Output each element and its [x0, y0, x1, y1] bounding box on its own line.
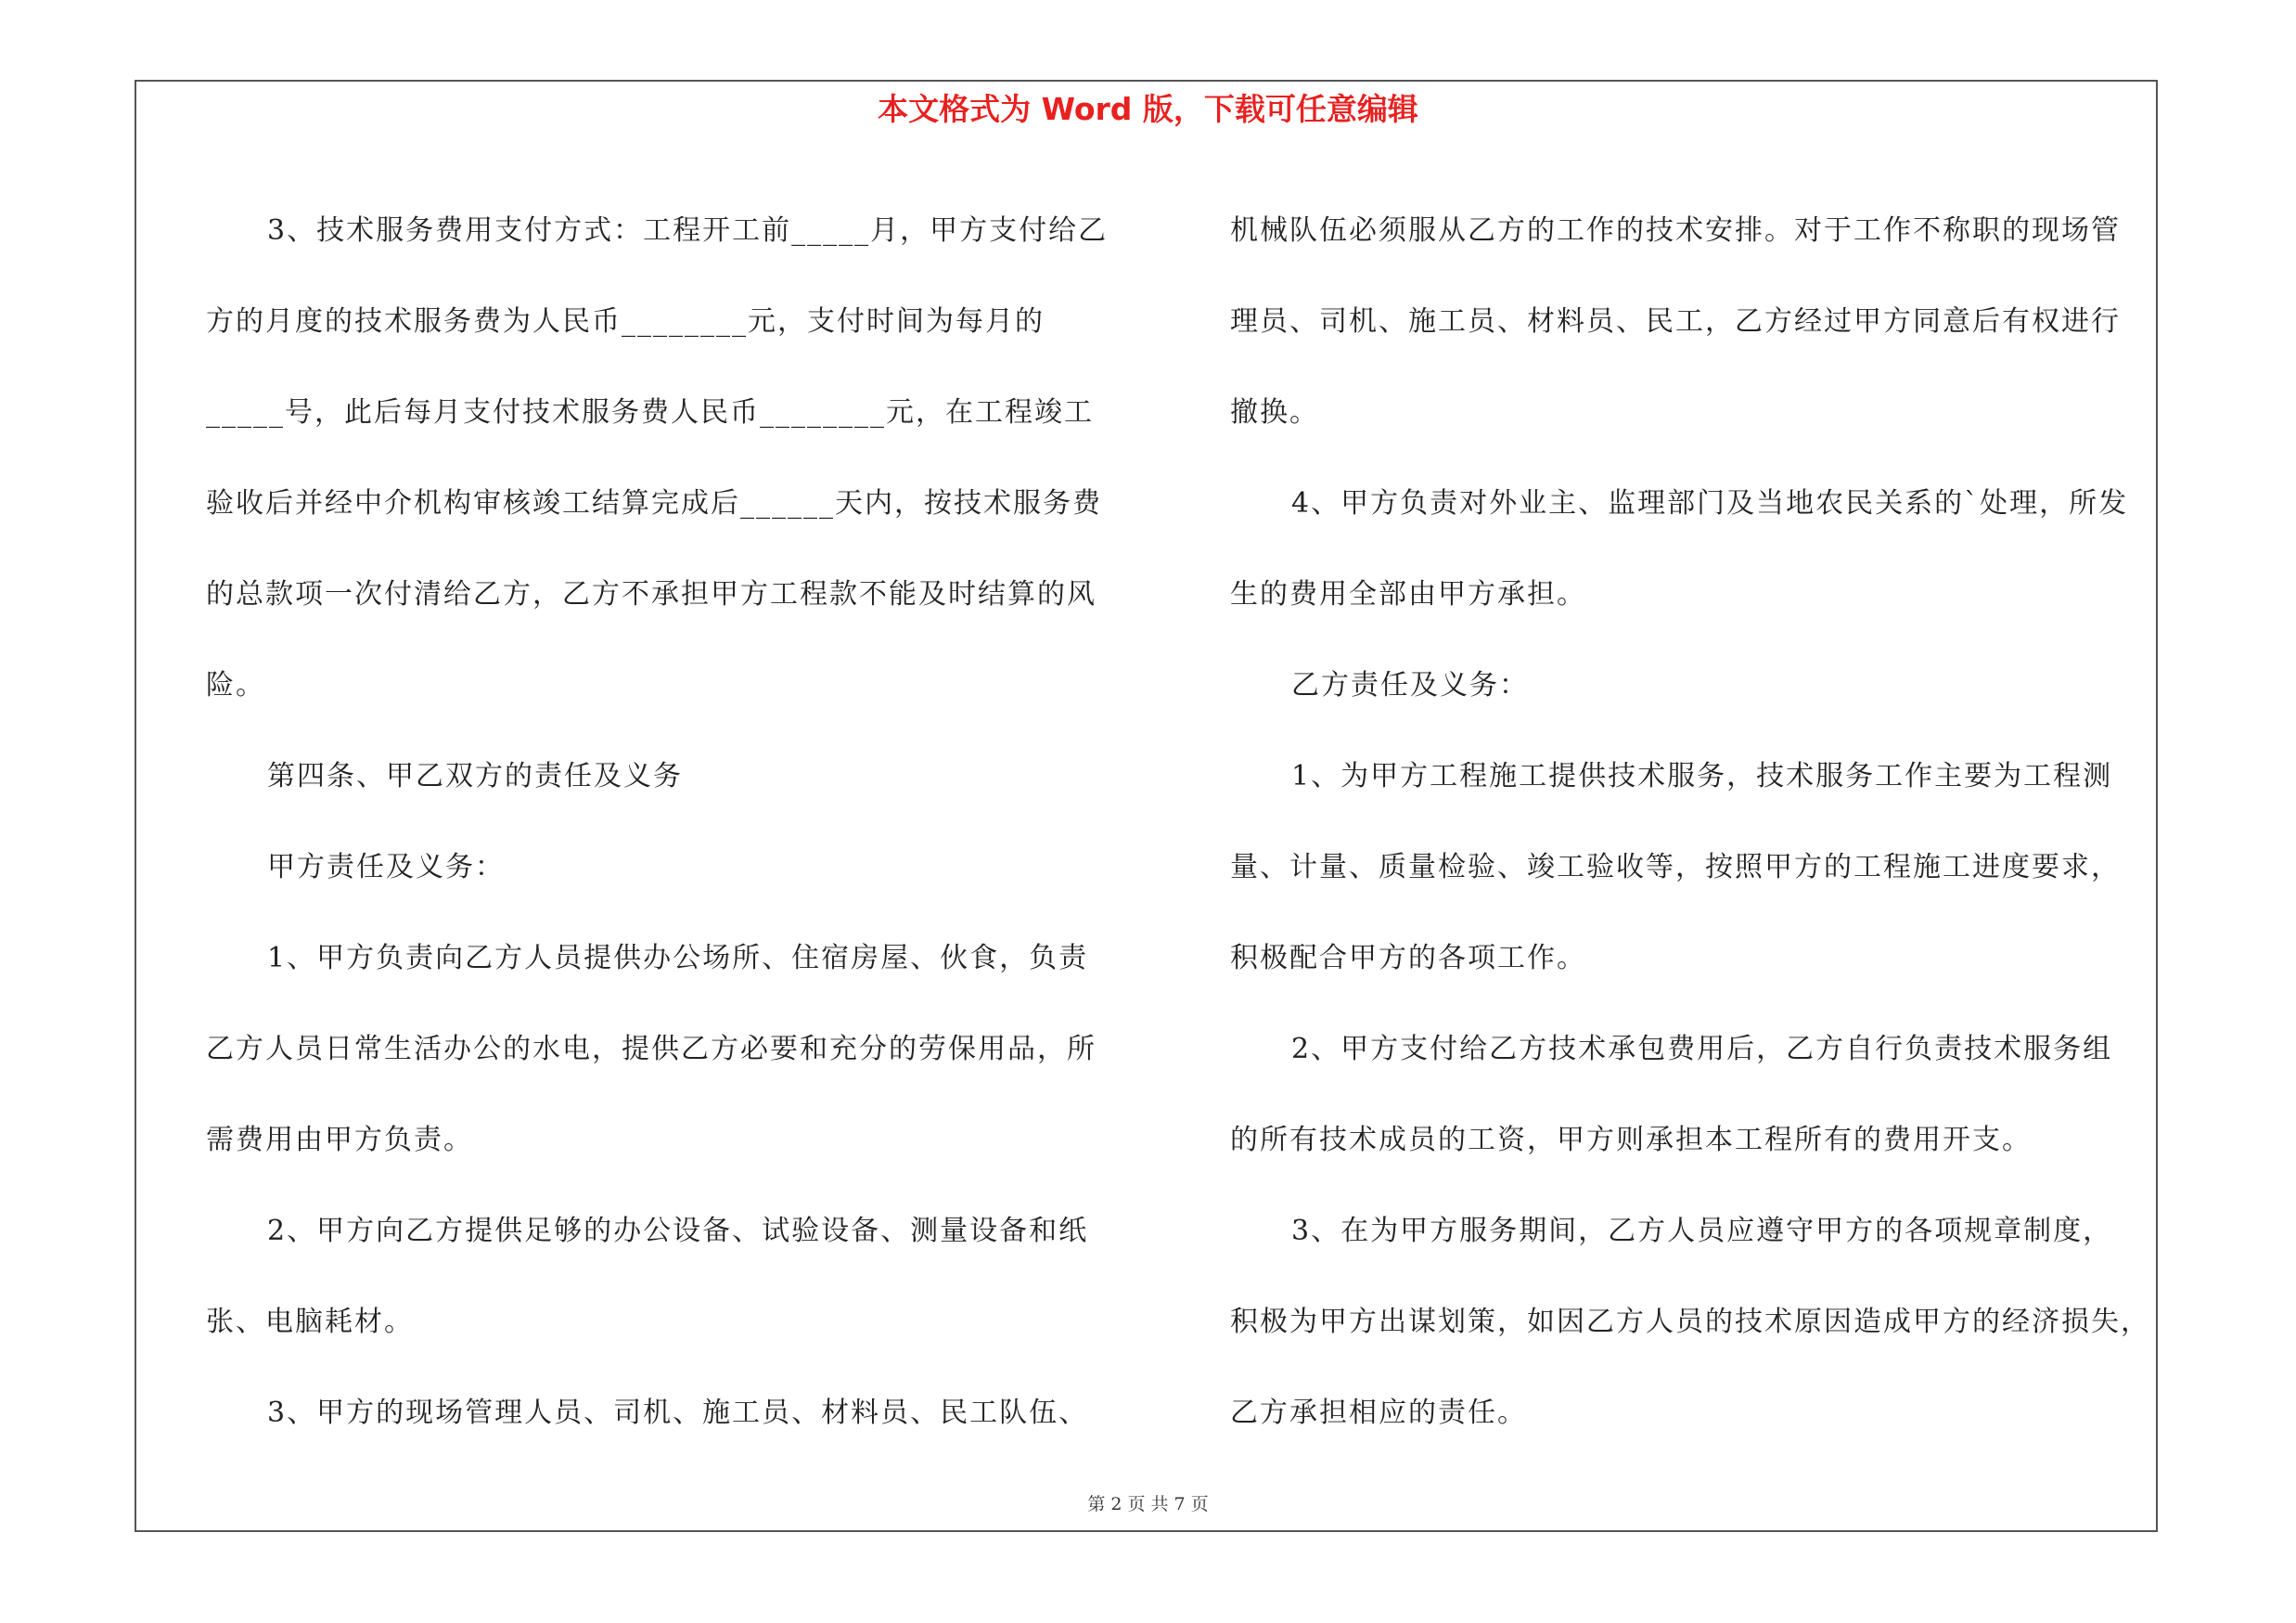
text-line: 乙方人员日常生活办公的水电，提供乙方必要和充分的劳保用品，所	[206, 1033, 1097, 1065]
text-line: 乙方承担相应的责任。	[1230, 1397, 1527, 1429]
text-line: 的总款项一次付清给乙方，乙方不承担甲方工程款不能及时结算的风	[206, 578, 1097, 611]
text-line: 的所有技术成员的工资，甲方则承担本工程所有的费用开支。	[1230, 1124, 2032, 1156]
text-line: 乙方责任及义务：	[1291, 669, 1529, 702]
text-line: 需费用由甲方负责。	[206, 1124, 473, 1156]
text-line: _____号，此后每月支付技术服务费人民币________元，在工程竣工	[206, 396, 1094, 429]
text-line: 积极为甲方出谋划策，如因乙方人员的技术原因造成甲方的经济损失，	[1230, 1306, 2150, 1338]
text-line: 3、在为甲方服务期间，乙方人员应遵守甲方的各项规章制度，	[1291, 1215, 2113, 1247]
text-line: 机械队伍必须服从乙方的工作的技术安排。对于工作不称职的现场管	[1230, 214, 2121, 247]
left-text-column	[206, 186, 1134, 1459]
text-line: 撤换。	[1230, 396, 1319, 429]
text-line: 第四条、甲乙双方的责任及义务	[267, 760, 683, 792]
word-format-banner: 本文格式为 Word 版，下载可任意编辑	[878, 91, 1418, 127]
right-text-column	[1230, 186, 2158, 1459]
page-number-footer: 第 2 页 共 7 页	[1087, 1494, 1209, 1514]
text-line: 险。	[206, 669, 265, 702]
text-line: 1、为甲方工程施工提供技术服务，技术服务工作主要为工程测	[1291, 760, 2113, 792]
text-line: 生的费用全部由甲方承担。	[1230, 578, 1586, 611]
text-line: 方的月度的技术服务费为人民币________元，支付时间为每月的	[206, 305, 1045, 338]
text-line: 积极配合甲方的各项工作。	[1230, 942, 1586, 974]
text-line: 1、甲方负责向乙方人员提供办公场所、住宿房屋、伙食，负责	[267, 942, 1089, 974]
text-line: 量、计量、质量检验、竣工验收等，按照甲方的工程施工进度要求，	[1230, 851, 2121, 883]
text-line: 3、甲方的现场管理人员、司机、施工员、材料员、民工队伍、	[267, 1397, 1089, 1429]
text-line: 2、甲方支付给乙方技术承包费用后，乙方自行负责技术服务组	[1291, 1033, 2113, 1065]
text-line: 张、电脑耗材。	[206, 1306, 414, 1338]
text-line: 理员、司机、施工员、材料员、民工，乙方经过甲方同意后有权进行	[1230, 305, 2121, 338]
text-line: 3、技术服务费用支付方式：工程开工前_____月，甲方支付给乙	[267, 214, 1109, 247]
text-line: 验收后并经中介机构审核竣工结算完成后______天内，按技术服务费	[206, 487, 1102, 520]
text-line: 2、甲方向乙方提供足够的办公设备、试验设备、测量设备和纸	[267, 1215, 1089, 1247]
text-line: 4、甲方负责对外业主、监理部门及当地农民关系的`处理，所发	[1291, 487, 2129, 520]
text-line: 甲方责任及义务：	[267, 851, 505, 883]
